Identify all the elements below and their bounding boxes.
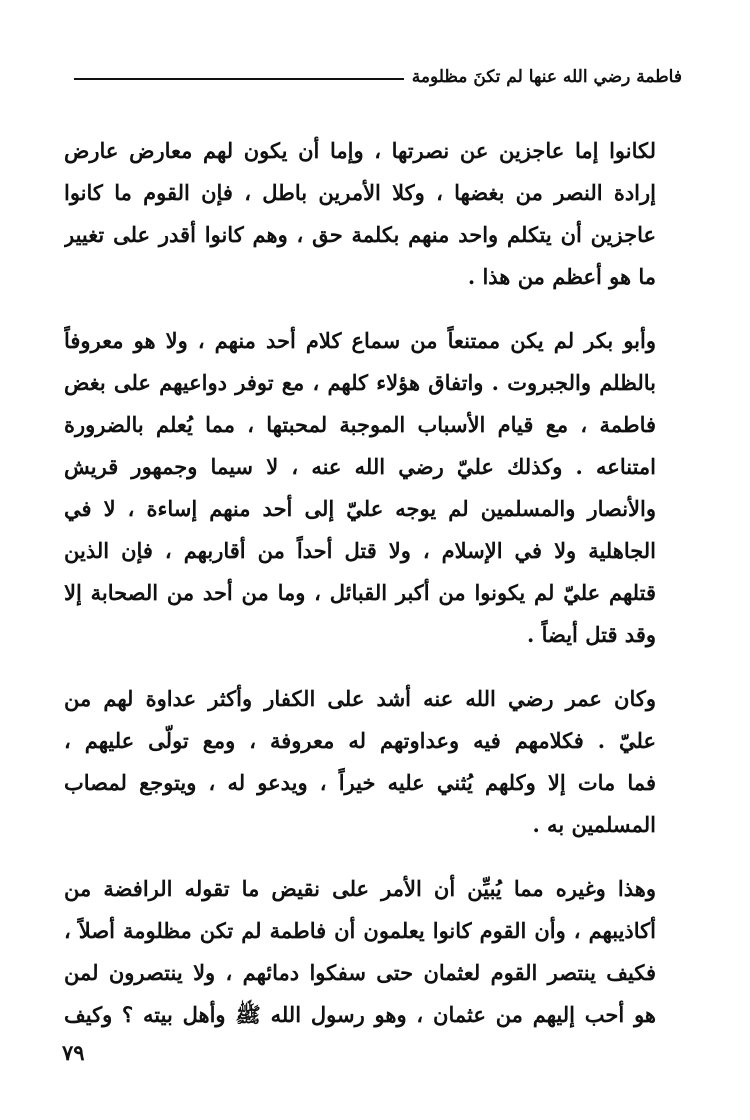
text-line: امتناعه . وكذلك عليّ رضي الله عنه ، لا سيما وجمهور قريش	[64, 454, 656, 479]
text-line: لكانوا إما عاجزين عن نصرتها ، وإما أن يكون لهم معارض عارض	[64, 138, 656, 163]
paragraph-4	[64, 868, 656, 1036]
text-line: أكاذيبهم ، وأن القوم كانوا يعلمون أن فاطمة لم تكن مظلومة أصلاً ،	[64, 918, 656, 943]
text-line: والأنصار والمسلمين لم يوجه عليّ إلى أحد منهم إساءة ، لا في	[64, 496, 656, 521]
paragraph-2	[64, 320, 656, 656]
text-line: عليّ . فكلامهم فيه وعداوتهم له معروفة ، ومع تولّى عليهم ،	[64, 728, 656, 753]
page-number: ٧٩	[62, 1040, 85, 1065]
text-line: وقد قتل أيضاً .	[526, 622, 656, 647]
running-title: فاطمة رضي الله عنها لم تكنَ مظلومة	[411, 67, 682, 87]
text-line: عاجزين أن يتكلم واحد منهم بكلمة حق ، وهم كانوا أقدر على تغيير	[64, 222, 656, 247]
text-line: إرادة النصر من بغضها ، وكلا الأمرين باطل ، فإن القوم ما كانوا	[64, 180, 656, 205]
text-line: وكان عمر رضي الله عنه أشد على الكفار وأكثر عداوة لهم من	[64, 686, 656, 711]
text-line: فما مات إلا وكلهم يُثني عليه خيراً ، ويدعو له ، ويتوجع لمصاب	[64, 770, 656, 795]
text-line: فكيف ينتصر القوم لعثمان حتى سفكوا دمائهم ، ولا ينتصرون لمن	[64, 960, 656, 985]
text-line: وهذا وغيره مما يُبيِّن أن الأمر على نقيض ما تقوله الرافضة من	[64, 876, 656, 901]
text-line: بالظلم والجبروت . واتفاق هؤلاء كلهم ، مع توفر دواعيهم على بغض	[64, 370, 656, 395]
page-body	[64, 130, 656, 1058]
text-line: الجاهلية ولا في الإسلام ، ولا قتل أحداً من أقاربهم ، فإن الذين	[64, 538, 656, 563]
running-header	[74, 62, 682, 92]
text-line: ما هو أعظم من هذا .	[467, 264, 656, 289]
text-line: فاطمة ، مع قيام الأسباب الموجبة لمحبتها ، مما يُعلم بالضرورة	[64, 412, 656, 437]
text-line: هو أحب إليهم من عثمان ، وهو رسول الله ﷺ وأهل بيته ؟ وكيف	[64, 1002, 656, 1027]
paragraph-1	[64, 130, 656, 298]
text-line: قتلهم عليّ لم يكونوا من أكبر القبائل ، وما من أحد من الصحابة إلا	[64, 580, 656, 605]
header-rule	[74, 78, 404, 80]
paragraph-3	[64, 678, 656, 846]
text-line: وأبو بكر لم يكن ممتنعاً من سماع كلام أحد منهم ، ولا هو معروفاً	[64, 328, 656, 353]
text-line: المسلمين به .	[532, 812, 656, 837]
